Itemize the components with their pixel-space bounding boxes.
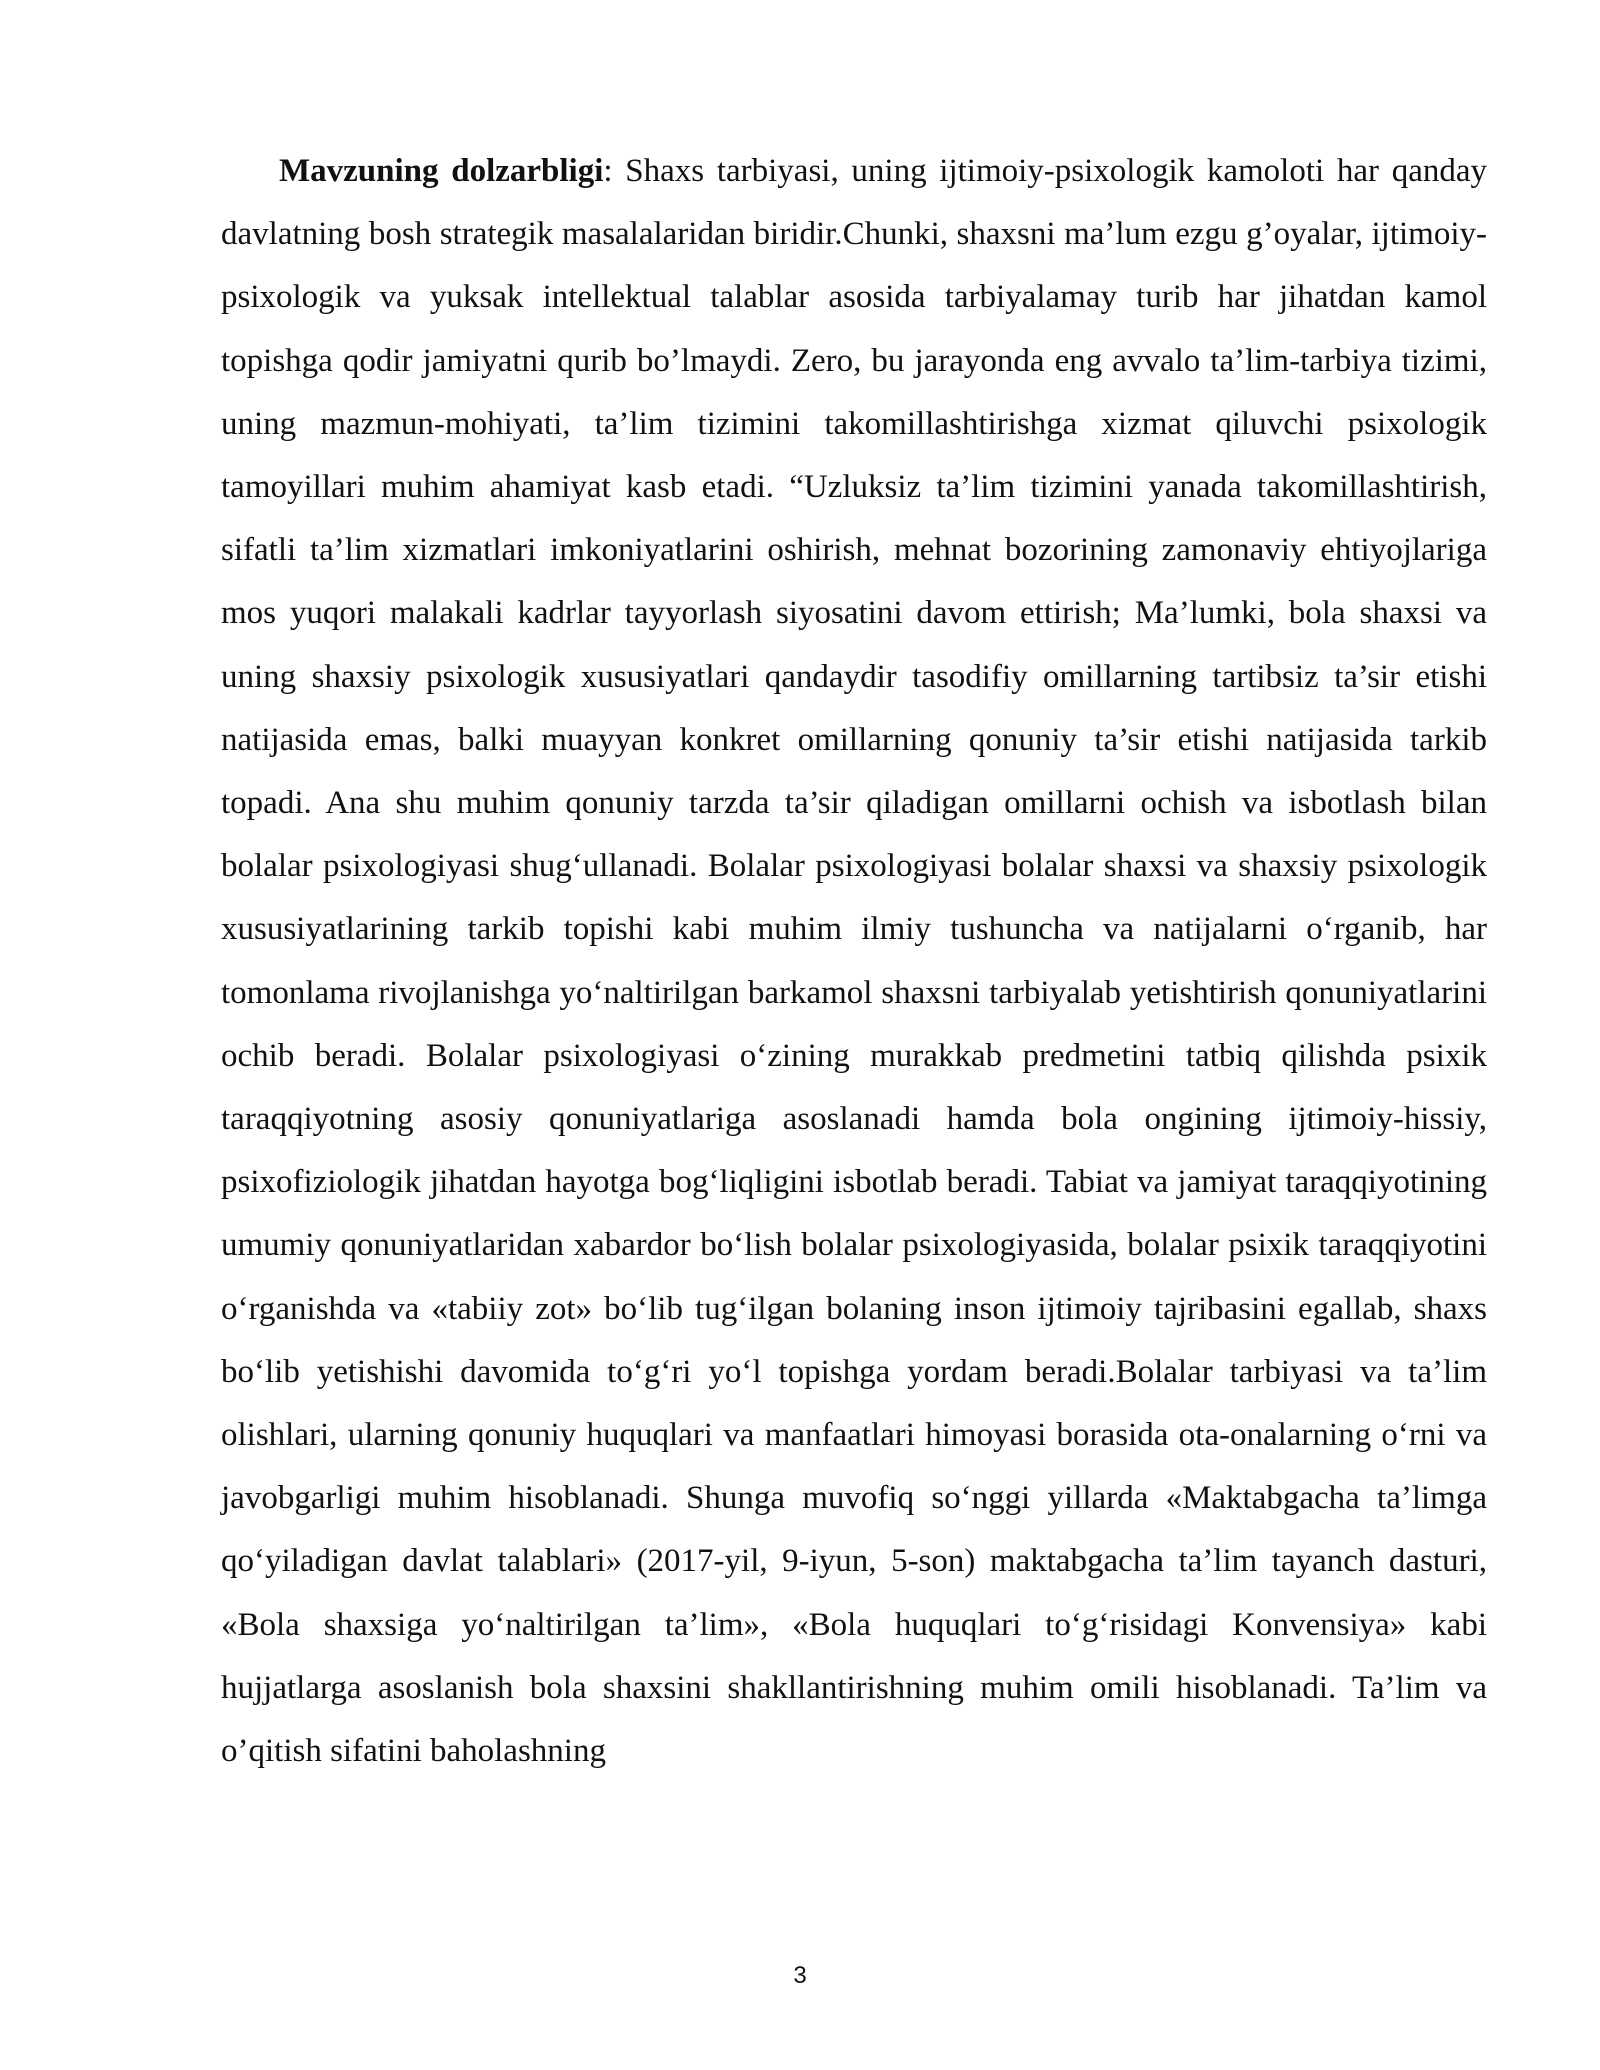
paragraph-text: Shaxs tarbiyasi, uning ijtimoiy-psixologik kamoloti har qanday davlatning bosh strategik masalalaridan biridir.Chunki, shaxsni ma’lum ezgu g’oyalar, ijtimoiy-psixologik va yuksak intellektual talablar asosida tarbiyalamay turib har jihatdan kamol topishga qodir jamiyatni qurib bo’lmaydi. Zero, bu jarayonda eng avvalo ta’lim-tarbiya tizimi, uning mazmun-mohiyati, ta’lim tizimini takomillashtirishga xizmat qiluvchi psixologik tamoyillari muhim ahamiyat kasb etadi. “Uzluksiz ta’lim tizimini yanada takomillashtirish, sifatli ta’lim xizmatlari imkoniyatlarini oshirish, mehnat bozorining zamonaviy ehtiyojlariga mos yuqori malakali kadrlar tayyorlash siyosatini davom ettirish; Ma’lumki, bola shaxsi va uning shaxsiy psixologik xususiyatlari qandaydir tasodifiy omillarning tartibsiz ta’sir etishi natijasida emas, balki muayyan konkret omillarning qonuniy ta’sir etishi natijasida tarkib topadi. Ana shu muhim qonuniy tarzda ta’sir qiladigan omillarni ochish va isbotlash bilan bolalar psixologiyasi shug‘ullanadi. Bolalar psixologiyasi bolalar shaxsi va shaxsiy psixologik xususiyatlarining tarkib topishi kabi muhim ilmiy tushuncha va natijalarni o‘rganib, har tomonlama rivojlanishga yo‘naltirilgan barkamol shaxsni tarbiyalab yetishtirish qonuniyatlarini ochib beradi. Bolalar psixologiyasi o‘zining murakkab predmetini tatbiq qilishda psixik taraqqiyotning asosiy qonuniyatlariga asoslanadi hamda bola ongining ijtimoiy-hissiy, psixofiziologik jihatdan hayotga bog‘liqligini isbotlab beradi. Tabiat va jamiyat taraqqiyotining umumiy qonuniyatlaridan xabardor bo‘lish bolalar psixologiyasida, bolalar psixik taraqqiyotini o‘rganishda va «tabiiy zot» bo‘lib tug‘ilgan bolaning inson ijtimoiy tajribasini egallab, shaxs bo‘lib yetishishi davomida to‘g‘ri yo‘l topishga yordam beradi.Bolalar tarbiyasi va ta’lim olishlari, ularning qonuniy huquqlari va manfaatlari himoyasi borasida ota-onalarning o‘rni va javobgarligi muhim hisoblanadi. Shunga muvofiq so‘nggi yillarda «Maktabgacha ta’limga qo‘yiladigan davlat talablari» (2017-yil, 9-iyun, 5-son) maktabgacha ta’lim tayanch dasturi, «Bola shaxsiga yo‘naltirilgan ta’lim», «Bola huquqlari to‘g‘risidagi Konvensiya» kabi hujjatlarga asoslanish bola shaxsini shakllantirishning muhim omili hisoblanadi. Ta’lim va o’qitish sifatini baholashning xyxy=(221,153,1487,1770)
heading-separator: : xyxy=(603,153,613,189)
heading-label: Mavzuning dolzarbligi xyxy=(279,153,604,189)
page-number: 3 xyxy=(793,1962,807,1989)
body-paragraph xyxy=(221,140,1487,1783)
